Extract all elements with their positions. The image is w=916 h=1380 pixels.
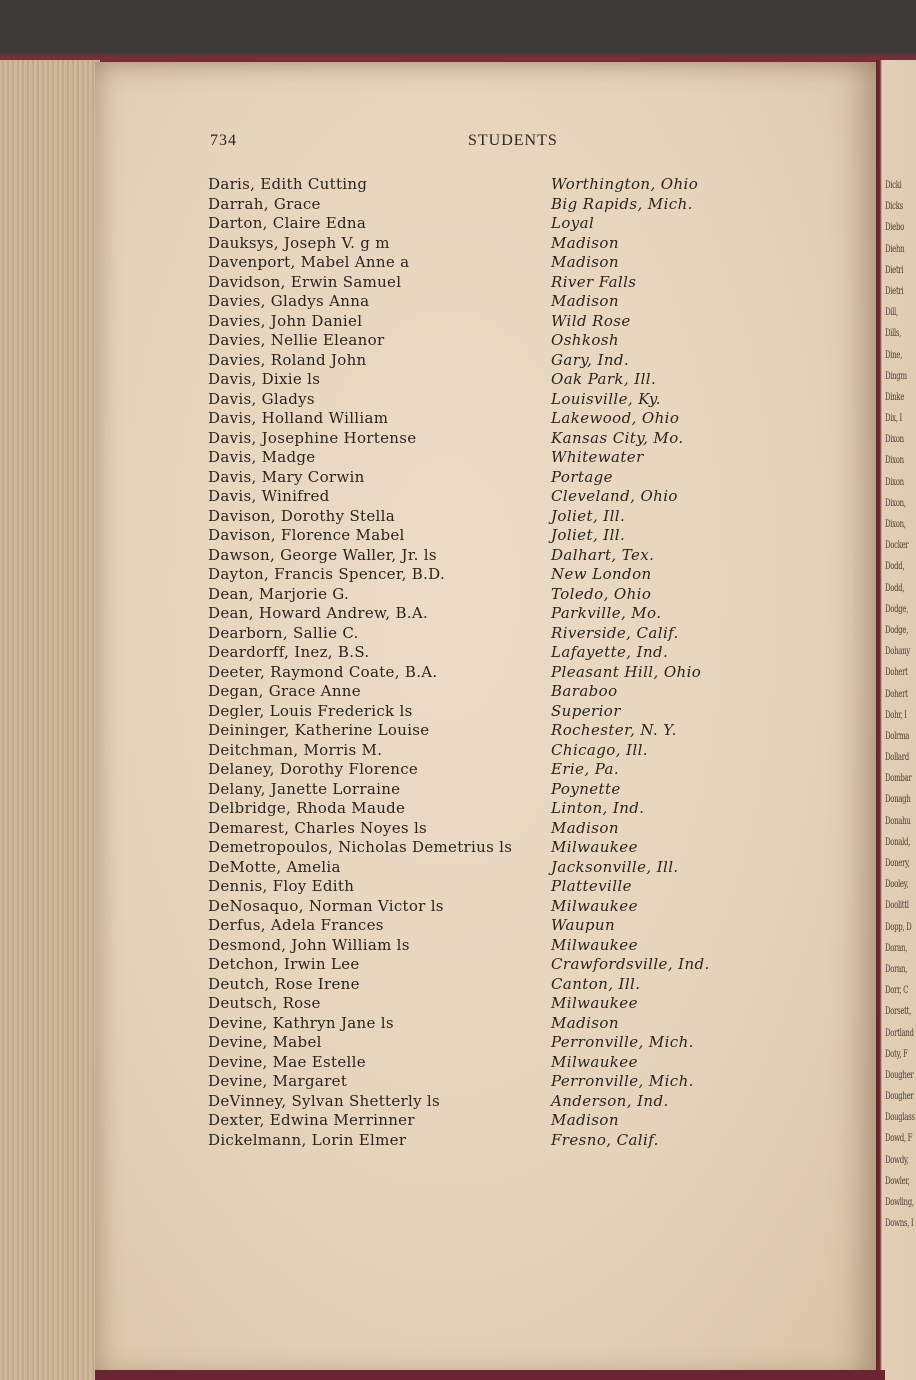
page-header xyxy=(210,132,730,152)
next-page-text: Dills, xyxy=(885,328,902,340)
next-page-text: Dohert xyxy=(885,667,908,679)
list-item xyxy=(208,507,748,527)
next-page-text: Dixon xyxy=(885,455,904,467)
student-hometown: Madison xyxy=(551,818,619,837)
list-item xyxy=(208,234,748,254)
list-item xyxy=(208,468,748,488)
student-hometown: Perronville, Mich. xyxy=(551,1072,694,1090)
student-name: Dearborn, Sallie C. xyxy=(208,623,359,642)
next-page-text: Donery, xyxy=(885,858,910,869)
student-name: Devine, Kathryn Jane ls xyxy=(208,1013,394,1032)
next-page-text: Dortland xyxy=(885,1027,914,1039)
student-hometown: Madison xyxy=(551,253,619,271)
next-page-text: Doty, F xyxy=(885,1048,908,1060)
student-hometown: Fresno, Calif. xyxy=(551,1130,659,1149)
student-hometown: Oshkosh xyxy=(551,331,619,349)
list-item xyxy=(208,312,748,332)
student-hometown: Toledo, Ohio xyxy=(551,584,652,603)
next-page-text: Dodd, xyxy=(885,561,905,573)
student-name: Deitchman, Morris M. xyxy=(208,740,383,759)
next-page-text: Dopp, D xyxy=(885,921,912,933)
list-item xyxy=(208,214,748,234)
next-page-text: Dietri xyxy=(885,285,904,297)
next-page-text: Dicki xyxy=(885,180,902,191)
next-page-text: Dorr, C xyxy=(885,985,909,997)
next-page-text: Dohr, I xyxy=(885,709,907,721)
next-page-text: Dix, I xyxy=(885,413,902,425)
student-name: Devine, Mae Estelle xyxy=(208,1052,366,1071)
next-page-text: Douglass xyxy=(885,1112,915,1124)
list-item xyxy=(208,390,748,410)
student-name: Davison, Dorothy Stella xyxy=(208,506,395,525)
student-name: Deininger, Katherine Louise xyxy=(208,721,430,739)
student-name: Demetropoulos, Nicholas Demetrius ls xyxy=(208,838,513,856)
next-page-text: Dixon xyxy=(885,434,904,446)
student-name: Degan, Grace Anne xyxy=(208,682,361,700)
student-hometown: Riverside, Calif. xyxy=(551,623,679,642)
student-hometown: Wild Rose xyxy=(551,311,631,330)
student-hometown: Oak Park, Ill. xyxy=(551,370,657,388)
student-name: Desmond, John William ls xyxy=(208,935,410,954)
list-item xyxy=(208,702,748,722)
student-hometown: Parkville, Mo. xyxy=(551,604,662,622)
list-item xyxy=(208,565,748,585)
next-page-text: Dietri xyxy=(885,264,904,276)
student-hometown: Anderson, Ind. xyxy=(551,1091,669,1110)
list-item xyxy=(208,916,748,936)
student-hometown: Portage xyxy=(551,467,613,486)
student-name: Degler, Louis Frederick ls xyxy=(208,701,413,720)
student-name: Davies, Gladys Anna xyxy=(208,292,370,310)
next-page-text: Dougher xyxy=(885,1069,914,1081)
next-page-text: Dine, xyxy=(885,349,902,361)
student-name: Davies, John Daniel xyxy=(208,311,363,330)
next-page-text: Dohany xyxy=(885,646,910,658)
list-item xyxy=(208,1131,748,1151)
next-page-text: Dixon xyxy=(885,476,904,488)
student-hometown: Cleveland, Ohio xyxy=(551,487,678,505)
list-item xyxy=(208,955,748,975)
student-hometown: Kansas City, Mo. xyxy=(551,428,684,447)
book-cover-bottom xyxy=(95,1370,885,1380)
student-hometown: Dalhart, Tex. xyxy=(551,545,655,564)
list-item xyxy=(208,663,748,683)
student-name: Davies, Roland John xyxy=(208,350,367,369)
next-page-text: Dougher xyxy=(885,1091,914,1103)
student-hometown: Milwaukee xyxy=(551,994,638,1012)
list-item xyxy=(208,799,748,819)
student-hometown: Rochester, N. Y. xyxy=(551,721,677,739)
student-hometown: Poynette xyxy=(551,779,621,798)
list-item xyxy=(208,838,748,858)
list-item xyxy=(208,1014,748,1034)
list-item xyxy=(208,1033,748,1053)
student-name: Deutsch, Rose xyxy=(208,994,321,1012)
student-hometown: Gary, Ind. xyxy=(551,350,630,369)
student-hometown: Milwaukee xyxy=(551,896,638,915)
student-name: Davies, Nellie Eleanor xyxy=(208,331,385,349)
next-page-text: Doolittl xyxy=(885,900,909,912)
list-item xyxy=(208,877,748,897)
list-item xyxy=(208,409,748,429)
next-page-text: Dill, xyxy=(885,307,898,319)
next-page-text: Diebo xyxy=(885,222,904,234)
next-page-text: Dicks xyxy=(885,201,903,213)
student-hometown: Madison xyxy=(551,233,619,252)
student-hometown: Loyal xyxy=(551,214,595,232)
student-name: Dauksys, Joseph V. g m xyxy=(208,233,390,252)
list-item xyxy=(208,721,748,741)
next-page-text: Dodge, xyxy=(885,624,909,636)
next-page-text: Dowler, xyxy=(885,1175,910,1187)
list-item xyxy=(208,429,748,449)
list-item xyxy=(208,936,748,956)
student-hometown: New London xyxy=(551,565,652,583)
student-name: Demarest, Charles Noyes ls xyxy=(208,818,428,837)
student-name: Davenport, Mabel Anne a xyxy=(208,253,410,271)
page-edges xyxy=(0,60,100,1380)
list-item xyxy=(208,1072,748,1092)
student-name: Delany, Janette Lorraine xyxy=(208,779,401,798)
student-name: Dexter, Edwina Merrinner xyxy=(208,1111,415,1129)
student-hometown: Perronville, Mich. xyxy=(551,1033,694,1051)
student-name: Delaney, Dorothy Florence xyxy=(208,760,419,778)
list-item xyxy=(208,1111,748,1131)
student-name: Davis, Madge xyxy=(208,448,316,466)
student-hometown: Platteville xyxy=(551,877,632,895)
list-item xyxy=(208,1092,748,1112)
student-name: Devine, Mabel xyxy=(208,1033,322,1051)
list-item xyxy=(208,682,748,702)
student-hometown: Whitewater xyxy=(551,448,644,466)
next-page-text: Dombar xyxy=(885,773,912,785)
student-hometown: River Falls xyxy=(551,272,637,291)
next-page-text: Donagh xyxy=(885,794,911,806)
student-hometown: Milwaukee xyxy=(551,838,638,856)
student-name: Davis, Josephine Hortense xyxy=(208,428,417,447)
list-item xyxy=(208,585,748,605)
list-item xyxy=(208,994,748,1014)
next-page-text: Dinke xyxy=(885,391,904,403)
student-name: Davis, Dixie ls xyxy=(208,370,321,388)
student-hometown: Waupun xyxy=(551,916,616,934)
list-item xyxy=(208,273,748,293)
student-hometown: Superior xyxy=(551,701,621,720)
list-item xyxy=(208,331,748,351)
next-page-text: Downs, I xyxy=(885,1218,914,1230)
next-page-text: Dolrma xyxy=(885,730,910,742)
student-hometown: Linton, Ind. xyxy=(551,799,645,817)
student-name: Darrah, Grace xyxy=(208,194,321,213)
list-item xyxy=(208,370,748,390)
list-item xyxy=(208,780,748,800)
student-name: Dennis, Floy Edith xyxy=(208,877,355,895)
next-page-text: Doran, xyxy=(885,942,907,954)
student-name: Davis, Holland William xyxy=(208,409,389,427)
next-page-fragment xyxy=(885,180,916,1230)
next-page-text: Dingm xyxy=(885,370,907,382)
student-name: Dayton, Francis Spencer, B.D. xyxy=(208,565,446,583)
student-name: Davidson, Erwin Samuel xyxy=(208,272,402,291)
student-name: Davis, Mary Corwin xyxy=(208,467,365,486)
student-name: Devine, Margaret xyxy=(208,1072,348,1090)
book-cover-top xyxy=(0,0,916,70)
next-page-text: Dollard xyxy=(885,752,909,764)
next-page-text: Diehn xyxy=(885,243,905,255)
student-name: Darton, Claire Edna xyxy=(208,214,367,232)
student-hometown: Madison xyxy=(551,1111,619,1129)
student-hometown: Big Rapids, Mich. xyxy=(551,194,693,213)
next-page-text: Dohert xyxy=(885,688,908,700)
student-name: Dawson, George Waller, Jr. ls xyxy=(208,545,437,564)
list-item xyxy=(208,897,748,917)
student-name: Davison, Florence Mabel xyxy=(208,526,405,544)
student-hometown: Milwaukee xyxy=(551,935,638,954)
student-name: Derfus, Adela Frances xyxy=(208,916,384,934)
student-name: DeNosaquo, Norman Victor ls xyxy=(208,896,444,915)
list-item xyxy=(208,292,748,312)
student-hometown: Louisville, Ky. xyxy=(551,389,661,408)
student-name: DeVinney, Sylvan Shetterly ls xyxy=(208,1091,441,1110)
list-item xyxy=(208,624,748,644)
student-hometown: Pleasant Hill, Ohio xyxy=(551,662,702,681)
list-item xyxy=(208,741,748,761)
list-item xyxy=(208,858,748,878)
next-page-text: Dowdy, xyxy=(885,1154,909,1166)
student-hometown: Joliet, Ill. xyxy=(551,526,626,544)
student-name: Deardorff, Inez, B.S. xyxy=(208,643,370,661)
list-item xyxy=(208,351,748,371)
student-hometown: Jacksonville, Ill. xyxy=(551,857,679,876)
student-name: Detchon, Irwin Lee xyxy=(208,955,360,973)
list-item xyxy=(208,1053,748,1073)
list-item xyxy=(208,643,748,663)
next-page-text: Dodge, xyxy=(885,603,909,615)
next-page-text: Dodd, xyxy=(885,582,905,594)
student-hometown: Worthington, Ohio xyxy=(551,175,699,193)
list-item xyxy=(208,175,748,195)
list-item xyxy=(208,448,748,468)
list-item xyxy=(208,819,748,839)
next-page-text: Donahu xyxy=(885,815,911,827)
student-hometown: Lakewood, Ohio xyxy=(551,409,680,427)
student-list xyxy=(208,175,748,1150)
next-page-text: Dixon, xyxy=(885,497,906,509)
student-name: Delbridge, Rhoda Maude xyxy=(208,799,406,817)
student-hometown: Joliet, Ill. xyxy=(551,506,626,525)
page-number: 734 xyxy=(210,132,237,149)
student-hometown: Milwaukee xyxy=(551,1052,638,1071)
running-head: STUDENTS xyxy=(468,132,558,149)
student-hometown: Erie, Pa. xyxy=(551,760,620,778)
student-hometown: Madison xyxy=(551,292,619,310)
list-item xyxy=(208,604,748,624)
list-item xyxy=(208,760,748,780)
list-item xyxy=(208,253,748,273)
next-page-text: Dowling, xyxy=(885,1197,914,1208)
student-name: Davis, Gladys xyxy=(208,389,315,408)
list-item xyxy=(208,546,748,566)
next-page-text: Dowd, F xyxy=(885,1133,913,1145)
student-name: Dickelmann, Lorin Elmer xyxy=(208,1130,407,1149)
student-hometown: Baraboo xyxy=(551,682,618,700)
list-item xyxy=(208,487,748,507)
student-name: Deeter, Raymond Coate, B.A. xyxy=(208,662,438,681)
list-item xyxy=(208,526,748,546)
student-name: Dean, Marjorie G. xyxy=(208,584,350,603)
next-page-text: Donald, xyxy=(885,836,911,848)
next-page-text: Dixon, xyxy=(885,519,906,530)
student-hometown: Chicago, Ill. xyxy=(551,740,648,759)
next-page-text: Dooley, xyxy=(885,879,909,891)
student-name: Davis, Winifred xyxy=(208,487,330,505)
list-item xyxy=(208,975,748,995)
student-hometown: Lafayette, Ind. xyxy=(551,643,669,661)
list-item xyxy=(208,195,748,215)
next-page-text: Doran, xyxy=(885,963,907,975)
student-name: Dean, Howard Andrew, B.A. xyxy=(208,604,429,622)
student-name: Deutch, Rose Irene xyxy=(208,974,360,993)
student-hometown: Canton, Ill. xyxy=(551,974,641,993)
student-hometown: Madison xyxy=(551,1013,619,1032)
student-name: DeMotte, Amelia xyxy=(208,857,341,876)
next-page-text: Docker xyxy=(885,540,909,552)
student-name: Daris, Edith Cutting xyxy=(208,175,368,193)
student-hometown: Crawfordsville, Ind. xyxy=(551,955,710,973)
next-page-text: Dorsett, xyxy=(885,1006,911,1018)
